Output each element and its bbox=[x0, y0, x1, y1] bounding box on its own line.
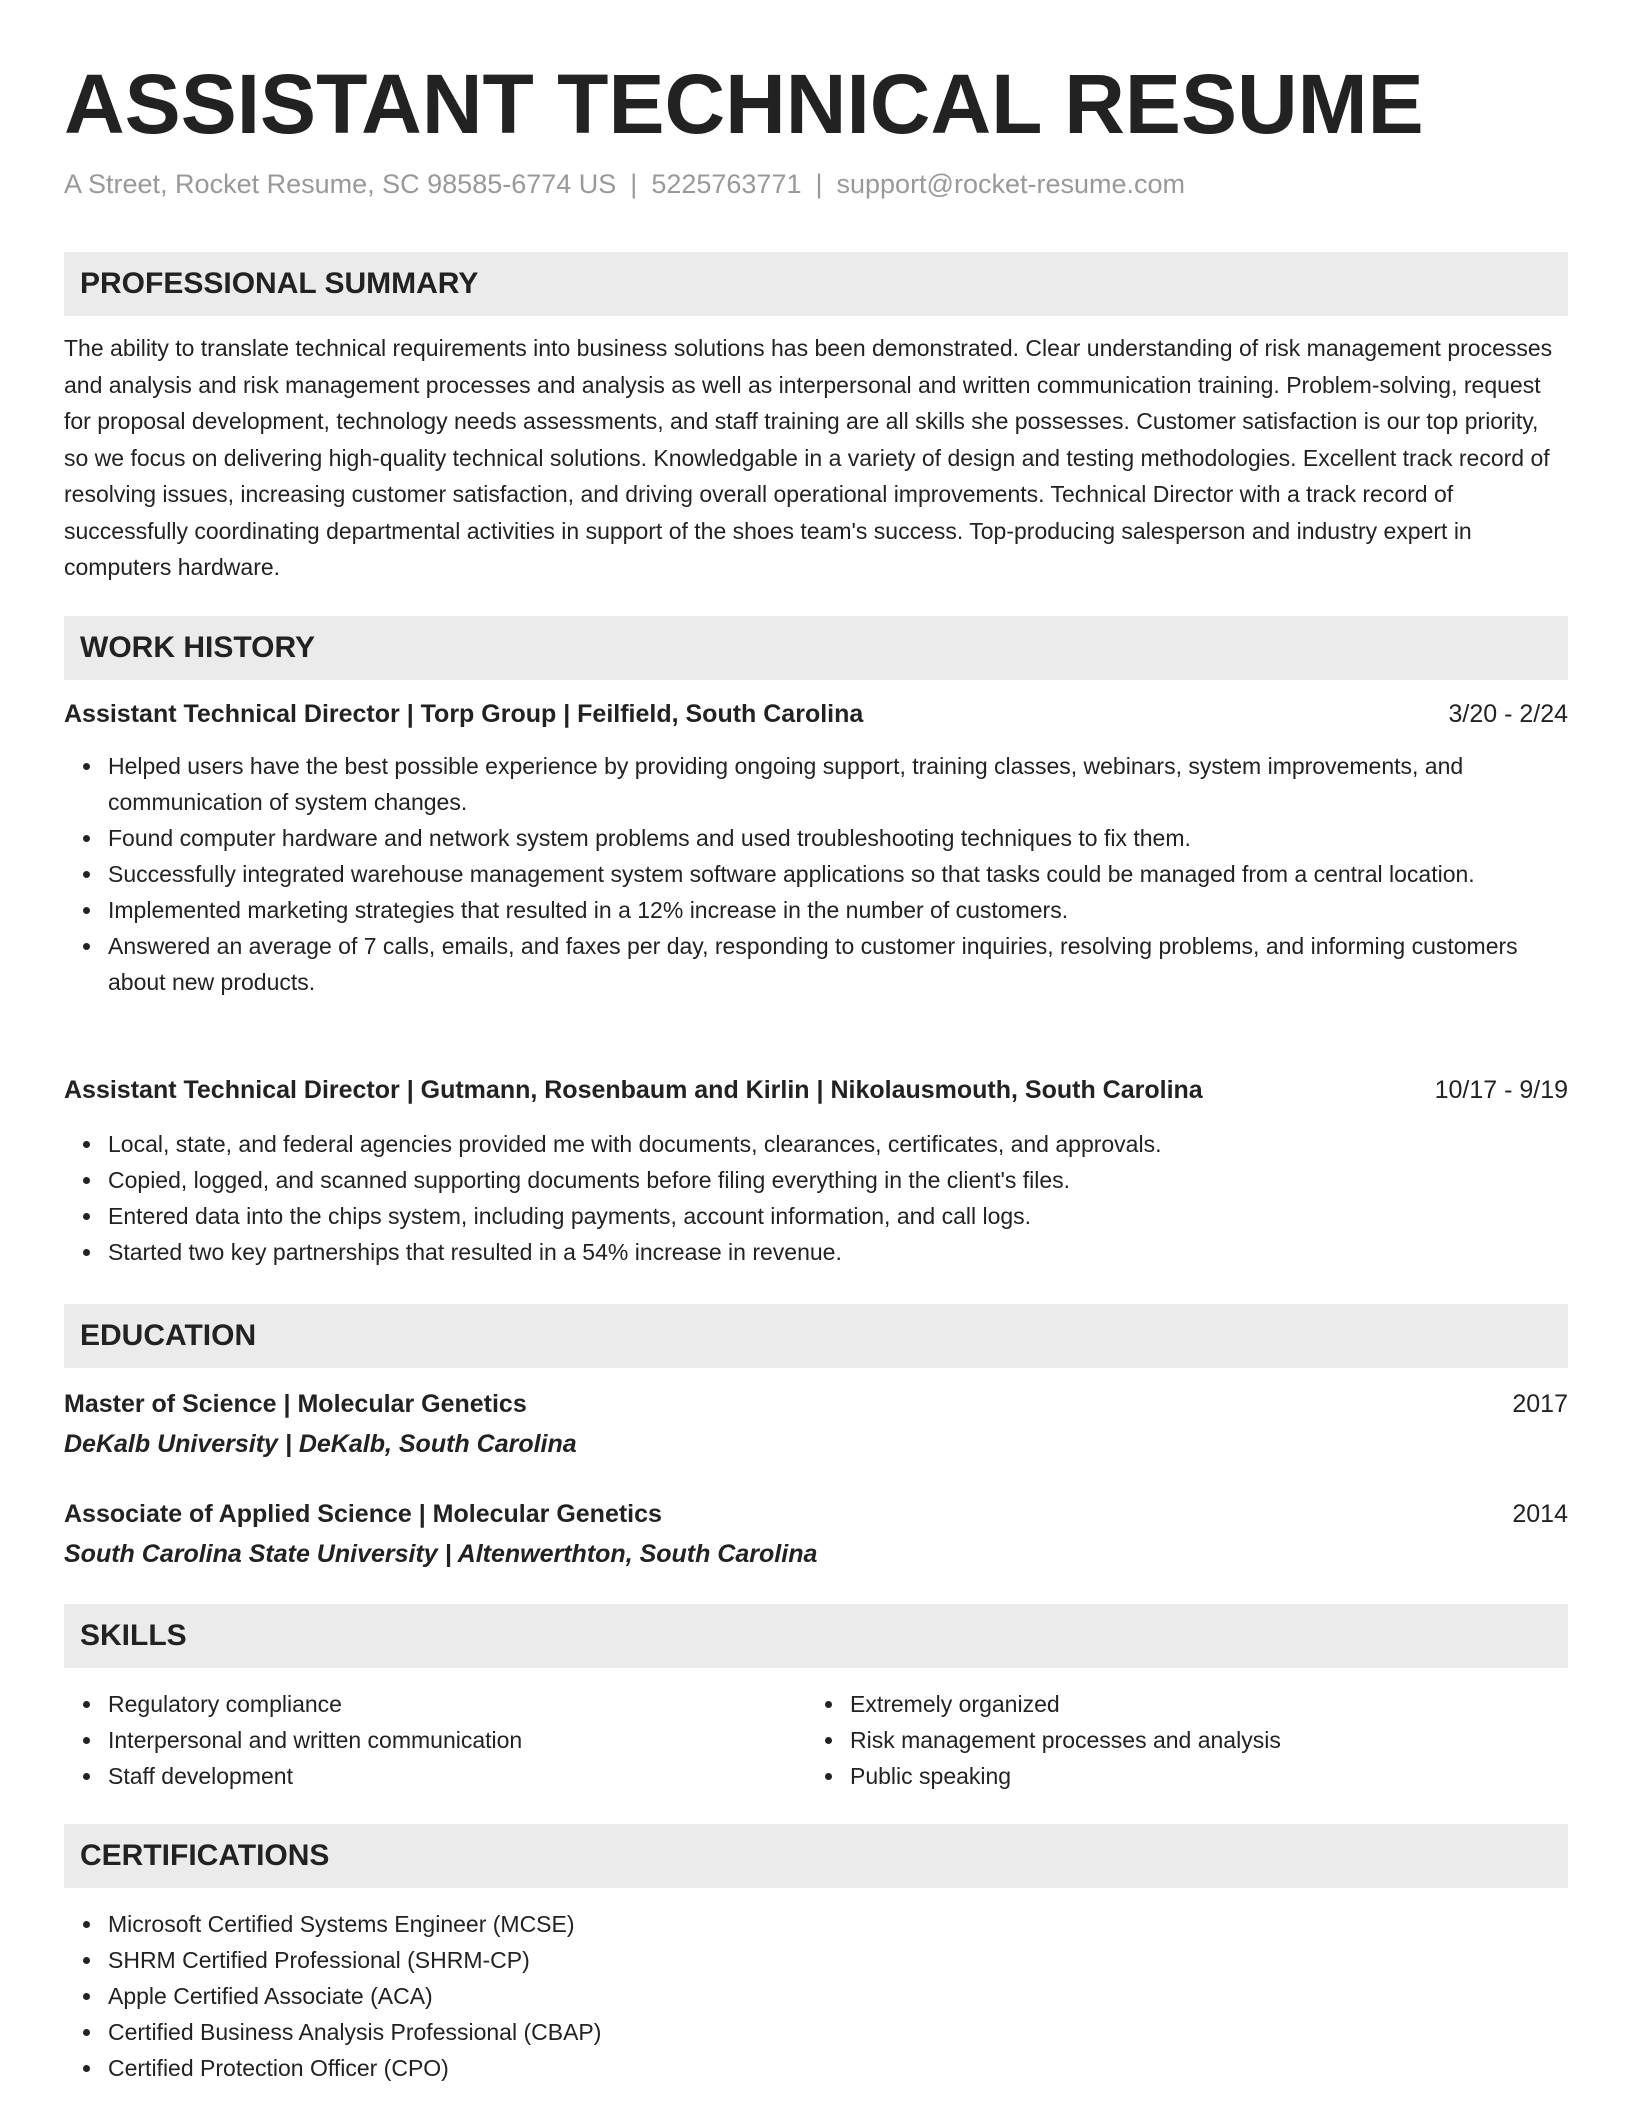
list-item: Copied, logged, and scanned supporting documents before filing everything in the client's files. bbox=[108, 1162, 1568, 1198]
job-title: Assistant Technical Director | Torp Group | Feilfield, South Carolina bbox=[64, 699, 864, 728]
job-dates: 3/20 - 2/24 bbox=[1448, 699, 1568, 728]
job-dates: 10/17 - 9/19 bbox=[1434, 1075, 1568, 1104]
section-header-education: EDUCATION bbox=[64, 1304, 1568, 1368]
contact-separator: | bbox=[815, 169, 823, 199]
certifications-list bbox=[64, 1906, 1568, 2086]
list-item: Implemented marketing strategies that resulted in a 12% increase in the number of customers. bbox=[108, 892, 1568, 928]
job-header bbox=[64, 696, 1568, 732]
list-item: Apple Certified Associate (ACA) bbox=[108, 1978, 1568, 2014]
contact-separator: | bbox=[630, 169, 638, 199]
education-header bbox=[64, 1386, 1568, 1422]
section-header-work-history: WORK HISTORY bbox=[64, 616, 1568, 680]
list-item: Helped users have the best possible experience by providing ongoing support, training classes, webinars, system improvements, and communication of system changes. bbox=[108, 748, 1568, 820]
list-item: SHRM Certified Professional (SHRM-CP) bbox=[108, 1942, 1568, 1978]
contact-address: A Street, Rocket Resume, SC 98585-6774 US bbox=[64, 169, 617, 199]
list-item: Local, state, and federal agencies provided me with documents, clearances, certificates, and approvals. bbox=[108, 1126, 1568, 1162]
list-item: Successfully integrated warehouse management system software applications so that tasks could be managed from a central location. bbox=[108, 856, 1568, 892]
education-header bbox=[64, 1496, 1568, 1532]
list-item: Answered an average of 7 calls, emails, and faxes per day, responding to customer inquiries, resolving problems, and informing customers about new products. bbox=[108, 928, 1568, 1000]
list-item: Certified Protection Officer (CPO) bbox=[108, 2050, 1568, 2086]
list-item: Risk management processes and analysis bbox=[850, 1722, 1550, 1758]
job-bullets bbox=[64, 1126, 1568, 1270]
degree: Master of Science | Molecular Genetics bbox=[64, 1389, 527, 1418]
list-item: Entered data into the chips system, including payments, account information, and call logs. bbox=[108, 1198, 1568, 1234]
school: DeKalb University | DeKalb, South Carolina bbox=[64, 1430, 577, 1458]
skills-list-left bbox=[64, 1686, 808, 1794]
contact-phone: 5225763771 bbox=[651, 169, 802, 199]
list-item: Microsoft Certified Systems Engineer (MCSE) bbox=[108, 1906, 1568, 1942]
graduation-year: 2017 bbox=[1512, 1389, 1568, 1418]
contact-line bbox=[64, 166, 1185, 202]
list-item: Certified Business Analysis Professional (CBAP) bbox=[108, 2014, 1568, 2050]
degree: Associate of Applied Science | Molecular Genetics bbox=[64, 1499, 662, 1528]
job-header bbox=[64, 1072, 1568, 1108]
contact-email: support@rocket-resume.com bbox=[836, 169, 1186, 199]
list-item: Regulatory compliance bbox=[108, 1686, 808, 1722]
list-item: Found computer hardware and network system problems and used troubleshooting techniques to fix them. bbox=[108, 820, 1568, 856]
list-item: Public speaking bbox=[850, 1758, 1550, 1794]
section-header-certifications: CERTIFICATIONS bbox=[64, 1824, 1568, 1888]
resume-title: ASSISTANT TECHNICAL RESUME bbox=[64, 57, 1424, 151]
section-header-summary: PROFESSIONAL SUMMARY bbox=[64, 252, 1568, 316]
school: South Carolina State University | Altenwerthton, South Carolina bbox=[64, 1540, 818, 1568]
job-bullets bbox=[64, 748, 1568, 1000]
summary-text: The ability to translate technical requirements into business solutions has been demonstrated. Clear understanding of risk management processes and analysis and risk management processes and analysis as well as interpersonal and written communication training. Problem-solving, request for proposal development, technology needs assessments, and staff training are all skills she possesses. Customer satisfaction is our top priority, so we focus on delivering high-quality technical solutions. Knowledgable in a variety of design and testing methodologies. Excellent track record of resolving issues, increasing customer satisfaction, and driving overall operational improvements. Technical Director with a track record of successfully coordinating departmental activities in support of the shoes team's success. Top-producing salesperson and industry expert in computers hardware. bbox=[64, 335, 1553, 580]
list-item: Extremely organized bbox=[850, 1686, 1550, 1722]
list-item: Started two key partnerships that resulted in a 54% increase in revenue. bbox=[108, 1234, 1568, 1270]
list-item: Staff development bbox=[108, 1758, 808, 1794]
skills-list-right bbox=[806, 1686, 1550, 1794]
job-title: Assistant Technical Director | Gutmann, Rosenbaum and Kirlin | Nikolausmouth, South Carolina bbox=[64, 1075, 1203, 1104]
section-header-skills: SKILLS bbox=[64, 1604, 1568, 1668]
list-item: Interpersonal and written communication bbox=[108, 1722, 808, 1758]
graduation-year: 2014 bbox=[1512, 1499, 1568, 1528]
